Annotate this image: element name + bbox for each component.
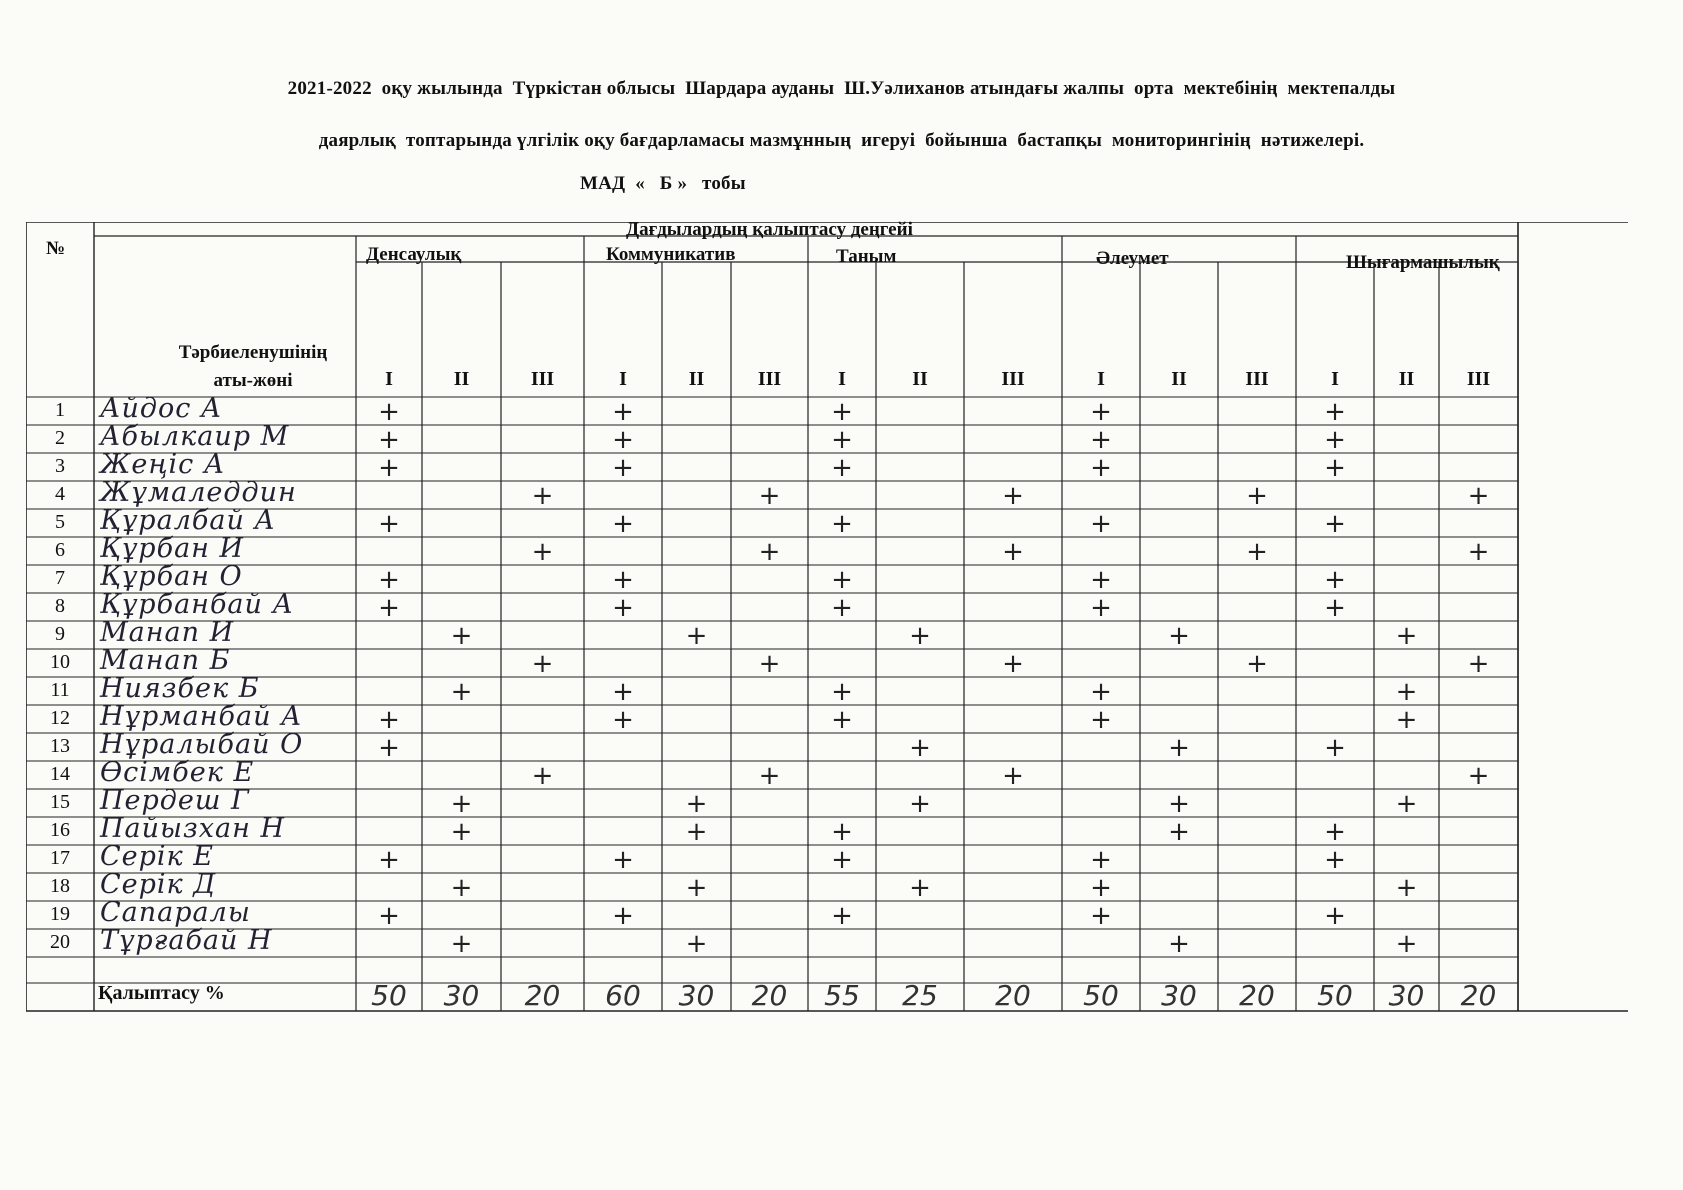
row-number: 4: [55, 483, 65, 505]
level-header: I: [838, 368, 846, 390]
level-mark: +: [612, 845, 634, 875]
row-number: 9: [55, 623, 65, 645]
level-mark: +: [1324, 453, 1346, 483]
row-number: 20: [50, 931, 70, 953]
monitoring-table: [26, 219, 1628, 1090]
level-mark: +: [1324, 397, 1346, 427]
level-mark: +: [1090, 509, 1112, 539]
level-mark: +: [831, 677, 853, 707]
percentage-value: 55: [824, 979, 860, 1012]
percentage-value: 20: [751, 979, 788, 1012]
group-creativity: Шығармашылық: [1346, 252, 1500, 273]
name-header-line-1: Тәрбиеленушінің: [178, 342, 328, 363]
student-name: Құрбан О: [100, 561, 243, 592]
level-header: I: [1097, 368, 1105, 390]
level-header: III: [530, 368, 555, 390]
level-mark: +: [831, 593, 853, 623]
student-name: Сапаралы: [100, 897, 251, 928]
level-mark: +: [1090, 901, 1112, 931]
percentage-value: 30: [678, 979, 715, 1012]
level-mark: +: [1395, 621, 1418, 651]
level-mark: +: [1395, 929, 1418, 959]
level-header: II: [1171, 368, 1187, 390]
level-mark: +: [1246, 649, 1268, 679]
level-mark: +: [831, 901, 853, 931]
level-header: II: [453, 368, 470, 390]
percentage-value: 20: [1460, 979, 1497, 1012]
level-mark: +: [1090, 425, 1112, 455]
level-mark: +: [909, 621, 931, 651]
level-header: II: [1398, 368, 1415, 390]
level-mark: +: [612, 565, 634, 595]
level-mark: +: [1324, 565, 1346, 595]
level-mark: +: [1090, 565, 1112, 595]
level-mark: +: [1002, 761, 1024, 791]
percentage-value: 50: [1317, 979, 1353, 1012]
student-name: Нұралыбай О: [100, 729, 304, 760]
level-mark: +: [831, 565, 853, 595]
level-mark: +: [1002, 481, 1024, 511]
percentage-value: 30: [1161, 979, 1197, 1012]
percentage-value: 25: [902, 979, 938, 1012]
level-mark: +: [1395, 789, 1418, 819]
level-header: II: [688, 368, 705, 390]
level-header: III: [1245, 368, 1269, 390]
level-mark: +: [1246, 537, 1268, 567]
group-health: Денсаулық: [366, 244, 462, 265]
level-header: I: [385, 368, 393, 390]
name-header-line-2: аты-жөні: [213, 370, 293, 391]
level-mark: +: [1090, 397, 1112, 427]
row-number: 6: [55, 539, 65, 561]
level-mark: +: [378, 397, 400, 427]
level-mark: +: [1467, 761, 1490, 791]
level-mark: +: [1395, 705, 1418, 735]
level-mark: +: [1168, 817, 1190, 847]
level-mark: +: [450, 789, 473, 819]
level-mark: +: [1090, 677, 1112, 707]
group-cognition: Таным: [836, 246, 897, 267]
level-mark: +: [831, 509, 853, 539]
student-name: Пайызхан Н: [100, 813, 285, 844]
student-name: Манап Б: [100, 645, 231, 676]
row-number: 11: [50, 679, 70, 701]
student-name: Нұрманбай А: [100, 701, 303, 732]
level-mark: +: [531, 481, 554, 511]
level-mark: +: [831, 817, 853, 847]
level-mark: +: [909, 873, 931, 903]
level-mark: +: [831, 453, 853, 483]
level-mark: +: [1002, 649, 1024, 679]
student-name: Құрбан И: [100, 533, 245, 564]
row-number: 12: [50, 707, 70, 729]
row-number: 7: [55, 567, 65, 589]
level-mark: +: [1168, 789, 1190, 819]
footer-label: Қалыптасу %: [98, 982, 225, 1004]
percentage-value: 50: [1083, 979, 1119, 1012]
level-mark: +: [378, 901, 400, 931]
percentage-value: 50: [371, 979, 407, 1012]
level-mark: +: [685, 873, 708, 903]
number-header: №: [46, 238, 66, 259]
level-mark: +: [378, 425, 400, 455]
level-mark: +: [1090, 453, 1112, 483]
level-mark: +: [1324, 733, 1346, 763]
level-mark: +: [531, 537, 554, 567]
row-number: 2: [55, 427, 65, 449]
level-mark: +: [758, 649, 781, 679]
level-mark: +: [612, 425, 634, 455]
level-mark: +: [378, 509, 400, 539]
student-name: Абылкаир М: [100, 421, 290, 452]
percentage-value: 30: [443, 979, 480, 1012]
level-mark: +: [909, 733, 931, 763]
level-mark: +: [1090, 845, 1112, 875]
level-mark: +: [1168, 929, 1190, 959]
row-number: 18: [50, 875, 70, 897]
level-mark: +: [1467, 537, 1490, 567]
level-mark: +: [1090, 593, 1112, 623]
row-number: 14: [50, 763, 70, 785]
level-mark: +: [378, 705, 400, 735]
student-name: Құрбанбай А: [100, 589, 294, 620]
student-name: Жеңіс А: [100, 449, 226, 480]
level-mark: +: [758, 481, 781, 511]
skills-header: Дағдылардың қалыптасу деңгейі: [626, 219, 913, 240]
level-mark: +: [1168, 733, 1190, 763]
level-mark: +: [831, 705, 853, 735]
level-mark: +: [612, 593, 634, 623]
row-number: 8: [55, 595, 65, 617]
level-mark: +: [531, 761, 554, 791]
row-number: 16: [50, 819, 70, 841]
student-name: Өсімбек Е: [100, 757, 255, 788]
level-header: III: [757, 368, 782, 390]
level-mark: +: [378, 453, 400, 483]
level-mark: +: [612, 453, 634, 483]
student-name: Жұмаледдин: [100, 477, 297, 508]
level-mark: +: [450, 677, 473, 707]
level-mark: +: [1090, 873, 1112, 903]
level-mark: +: [450, 929, 473, 959]
level-mark: +: [1324, 425, 1346, 455]
level-mark: +: [909, 789, 931, 819]
level-mark: +: [831, 397, 853, 427]
level-mark: +: [685, 817, 708, 847]
row-number: 1: [55, 399, 65, 421]
level-mark: +: [378, 565, 400, 595]
row-number: 19: [50, 903, 70, 925]
percentage-value: 60: [605, 979, 641, 1012]
percentage-value: 20: [1239, 979, 1275, 1012]
student-name: Серік Е: [100, 841, 214, 872]
level-mark: +: [1467, 481, 1490, 511]
student-name: Айдос А: [100, 393, 223, 424]
row-number: 15: [50, 791, 70, 813]
percentage-value: 20: [995, 979, 1031, 1012]
level-mark: +: [685, 789, 708, 819]
level-mark: +: [378, 593, 400, 623]
level-mark: +: [612, 901, 634, 931]
level-header: III: [1001, 368, 1025, 390]
level-mark: +: [685, 621, 708, 651]
level-mark: +: [831, 845, 853, 875]
level-mark: +: [1324, 845, 1346, 875]
level-header: II: [912, 368, 928, 390]
row-number: 5: [55, 511, 65, 533]
row-number: 10: [50, 651, 70, 673]
document-title-line-2: даярлық топтарында үлгілік оқу бағдарламасы мазмұнның игеруі бойынша бастапқы мониторингінің нәтижелері.: [318, 130, 1365, 151]
student-name: Пердеш Г: [100, 785, 250, 816]
level-mark: +: [1324, 901, 1346, 931]
level-mark: +: [1246, 481, 1268, 511]
row-number: 17: [50, 847, 70, 869]
level-mark: +: [1324, 593, 1346, 623]
student-name: Ниязбек Б: [100, 673, 260, 704]
percentage-value: 20: [524, 979, 561, 1012]
level-mark: +: [1090, 705, 1112, 735]
level-mark: +: [1395, 873, 1418, 903]
document-title-line-1: 2021-2022 оқу жылында Түркістан облысы Шардара ауданы Ш.Уәлиханов атындағы жалпы орта мектебінің мектепалды: [287, 78, 1396, 99]
level-mark: +: [612, 677, 634, 707]
level-mark: +: [531, 649, 554, 679]
level-mark: +: [612, 509, 634, 539]
level-mark: +: [1467, 649, 1490, 679]
level-mark: +: [1324, 817, 1346, 847]
level-mark: +: [612, 397, 634, 427]
percentage-value: 30: [1388, 979, 1425, 1012]
level-mark: +: [450, 817, 473, 847]
level-mark: +: [450, 873, 473, 903]
level-mark: +: [685, 929, 708, 959]
student-name: Құралбай А: [100, 505, 276, 536]
group-title: МАД « Б » тобы: [580, 173, 746, 194]
level-mark: +: [378, 845, 400, 875]
row-number: 13: [50, 735, 70, 757]
student-name: Серік Д: [100, 869, 217, 900]
level-header: I: [1331, 368, 1339, 390]
level-header: III: [1466, 368, 1491, 390]
student-name: Тұрғабай Н: [100, 925, 273, 956]
row-number: 3: [55, 455, 65, 477]
student-name: Манап И: [100, 617, 235, 648]
level-mark: +: [758, 761, 781, 791]
level-mark: +: [1168, 621, 1190, 651]
level-mark: +: [758, 537, 781, 567]
level-mark: +: [1002, 537, 1024, 567]
level-mark: +: [831, 425, 853, 455]
group-communicative: Коммуникатив: [606, 244, 736, 265]
level-mark: +: [1324, 509, 1346, 539]
level-mark: +: [612, 705, 634, 735]
level-mark: +: [450, 621, 473, 651]
level-mark: +: [378, 733, 400, 763]
level-header: I: [619, 368, 627, 390]
group-social: Әлеумет: [1096, 248, 1169, 269]
level-mark: +: [1395, 677, 1418, 707]
